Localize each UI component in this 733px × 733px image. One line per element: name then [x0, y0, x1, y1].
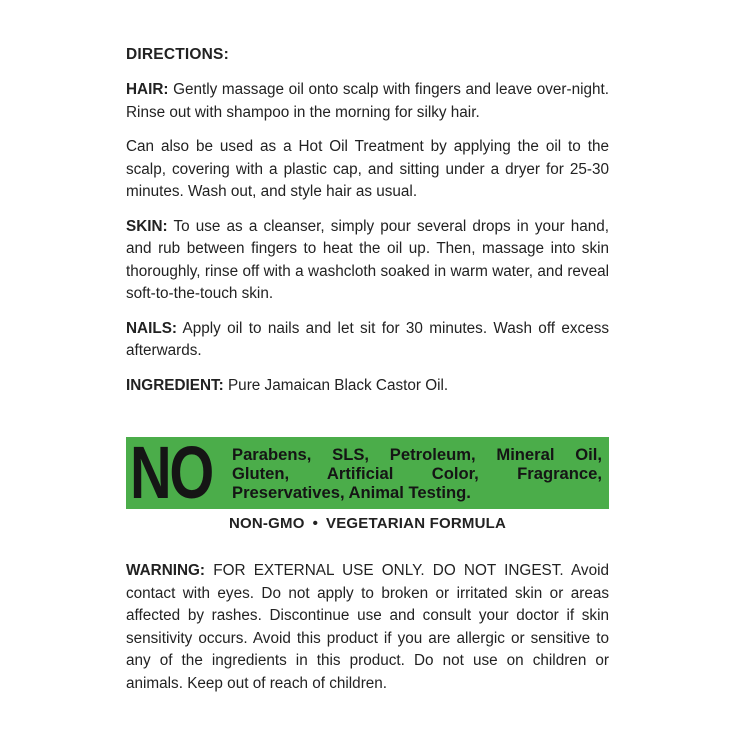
skin-label: SKIN:: [126, 217, 168, 235]
nails-label: NAILS:: [126, 319, 177, 337]
directions-heading: DIRECTIONS:: [126, 46, 229, 63]
no-list-line-1: Parabens, SLS, Petroleum, Mineral Oil,: [232, 444, 602, 464]
no-list: [232, 445, 602, 502]
ingredient-label: INGREDIENT:: [126, 376, 224, 394]
skin-text: To use as a cleanser, simply pour several drops in your hand, and rub between fingers to heat the oil up. Then, massage into skin thoroughly, rinse off with a washcloth soaked in warm water, and reveal soft-to-the-touch skin.: [126, 217, 609, 302]
warning-label: WARNING:: [126, 562, 206, 579]
bullet-separator: •: [312, 515, 319, 532]
ingredient-paragraph: [126, 375, 609, 398]
tagline-vegetarian: VEGETARIAN FORMULA: [326, 515, 506, 532]
no-big-word: NO: [130, 431, 212, 514]
ingredient-text: Pure Jamaican Black Castor Oil.: [223, 376, 449, 394]
warning-paragraph: [126, 560, 609, 695]
hair-paragraph: [126, 79, 609, 124]
no-list-line-3: Preservatives, Animal Testing.: [232, 482, 471, 502]
skin-paragraph: [126, 216, 609, 306]
tagline: [126, 515, 609, 532]
no-banner: [126, 431, 609, 514]
tagline-non-gmo: NON-GMO: [229, 515, 305, 532]
nails-paragraph: [126, 318, 609, 363]
hair-text: Gently massage oil onto scalp with fingers and leave over-night. Rinse out with shampoo in the morning for silky hair.: [126, 81, 609, 121]
nails-text: Apply oil to nails and let sit for 30 minutes. Wash off excess afterwards.: [126, 319, 609, 359]
directions-section: [126, 46, 609, 409]
hot-oil-paragraph: Can also be used as a Hot Oil Treatment by applying the oil to the scalp, covering with a plastic cap, and sitting under a dryer for 25-30 minutes. Wash out, and style hair as usual.: [126, 138, 609, 200]
hair-label: HAIR:: [126, 81, 169, 98]
warning-text: FOR EXTERNAL USE ONLY. DO NOT INGEST. Avoid contact with eyes. Do not apply to broken or irritated skin or areas affected by rashes. Discontinue use and consult your doctor if skin sensitivity occurs. Avoid this product if you are allergic or sensitive to any of the ingredients in this product. Do not use on children or animals. Keep out of reach of children.: [126, 562, 609, 692]
no-list-line-2: Gluten, Artificial Color, Fragrance,: [232, 463, 602, 483]
